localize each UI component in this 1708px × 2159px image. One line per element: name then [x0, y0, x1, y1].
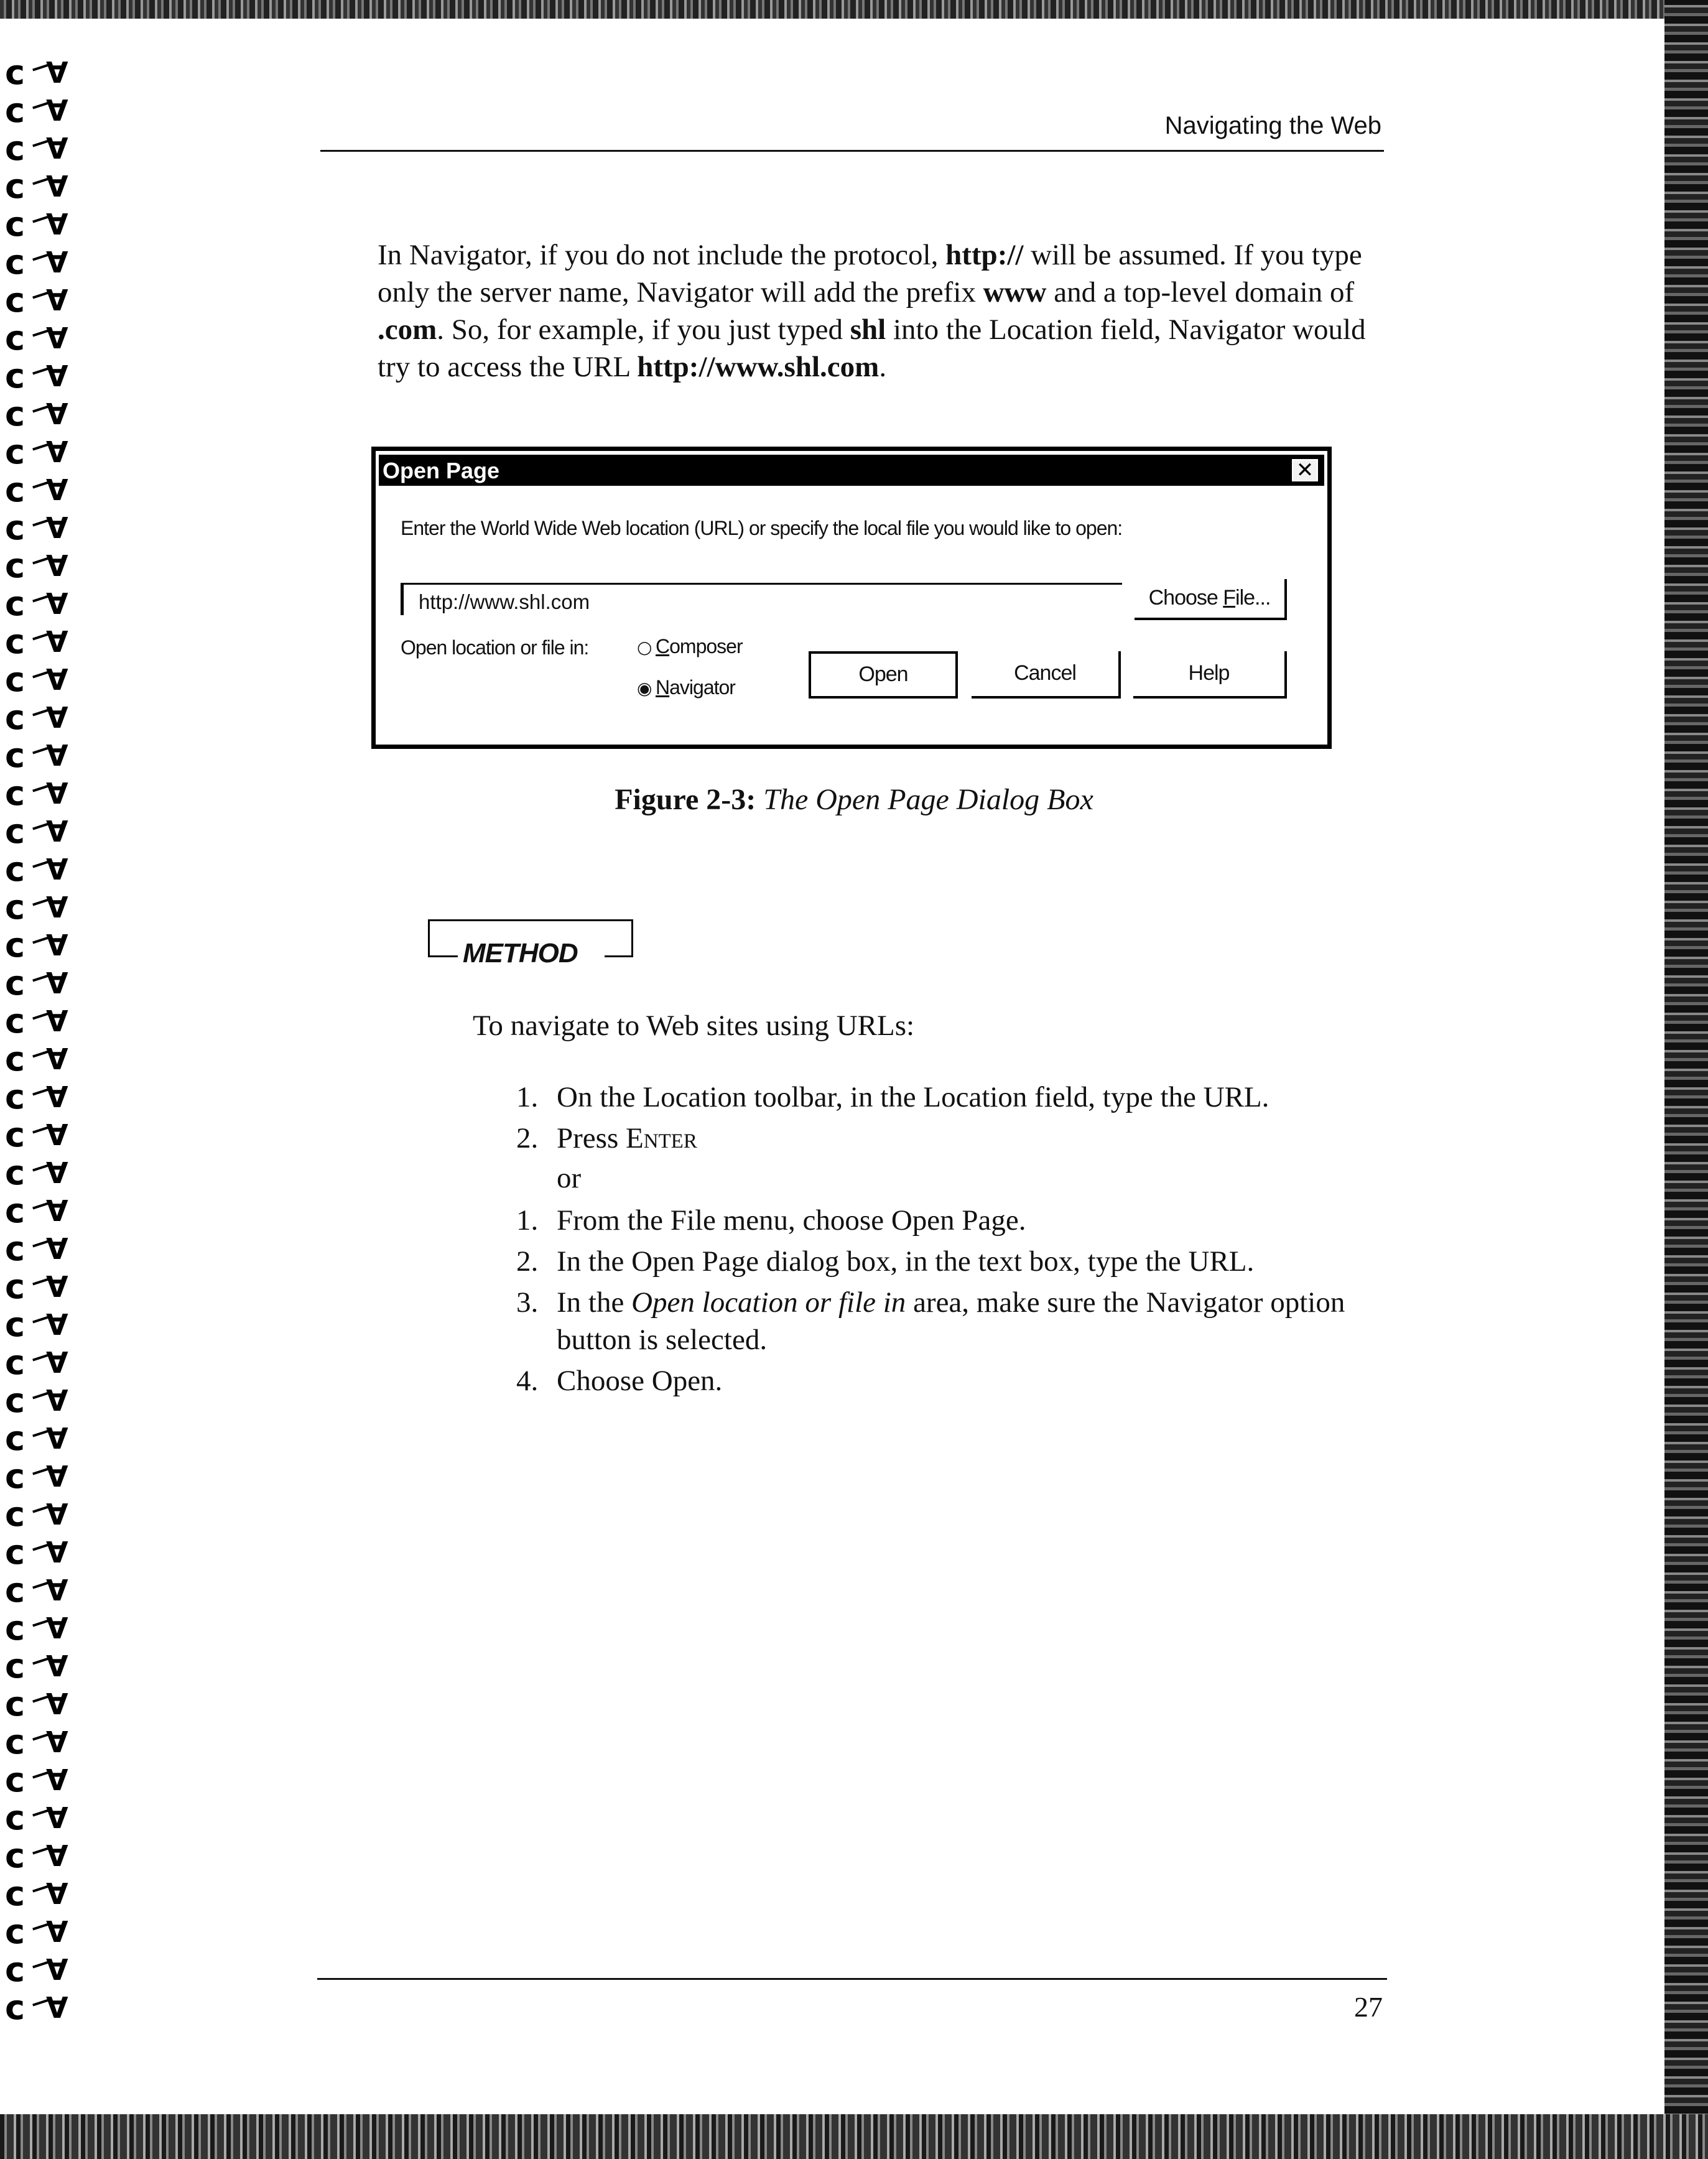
spiral-coil: c Ɐ — [5, 1760, 68, 1799]
list-item: 2. In the Open Page dialog box, in the text box, type the URL. — [516, 1245, 1255, 1278]
spiral-coil: c Ɐ — [5, 1533, 68, 1572]
method-intro: To navigate to Web sites using URLs: — [473, 1010, 915, 1042]
url-input-value: http://www.shl.com — [419, 590, 590, 613]
spiral-coil: c Ɐ — [5, 1609, 68, 1648]
spiral-coil: c Ɐ — [5, 1722, 68, 1762]
spiral-coil: c Ɐ — [5, 926, 68, 965]
scan-edge-bottom — [0, 2114, 1708, 2159]
figure-caption: Figure 2-3: The Open Page Dialog Box — [615, 783, 1093, 816]
header-rule — [320, 150, 1384, 152]
open-page-dialog — [371, 447, 1332, 749]
list-item: 4. Choose Open. — [516, 1365, 723, 1397]
help-button[interactable]: Help — [1133, 651, 1287, 699]
spiral-coil: c Ɐ — [5, 129, 68, 168]
spiral-coil: c Ɐ — [5, 205, 68, 244]
spiral-coil: c Ɐ — [5, 850, 68, 889]
spiral-coil: c Ɐ — [5, 1874, 68, 1913]
spiral-coil: c Ɐ — [5, 1912, 68, 1951]
spiral-coil: c Ɐ — [5, 91, 68, 130]
list-item: 3. In the Open location or file in area, make sure the Navigator option button is selected. — [516, 1286, 1345, 1356]
spiral-coil: c Ɐ — [5, 736, 68, 775]
spiral-coil: c Ɐ — [5, 622, 68, 661]
intro-paragraph: In Navigator, if you do not include the protocol, http:// will be assumed. If you type only the server name, Navigator will add the prefix www and a top-level domain of .com. So, for example, if you just typed shl into the Location field, Navigator would try to access the URL http://www.shl.com. — [378, 239, 1366, 383]
spiral-coil: c Ɐ — [5, 167, 68, 206]
list-item: 1. From the File menu, choose Open Page. — [516, 1204, 1026, 1237]
spiral-coil: c Ɐ — [5, 1381, 68, 1420]
spiral-coil: c Ɐ — [5, 243, 68, 282]
spiral-coil: c Ɐ — [5, 1115, 68, 1154]
spiral-coil: c Ɐ — [5, 1039, 68, 1079]
spiral-coil: c Ɐ — [5, 660, 68, 699]
spiral-coil: c Ɐ — [5, 1646, 68, 1686]
spiral-coil: c Ɐ — [5, 53, 68, 92]
spiral-coil: c Ɐ — [5, 318, 68, 358]
spiral-coil: c Ɐ — [5, 1419, 68, 1458]
or-separator: or — [557, 1162, 582, 1194]
spiral-coil: c Ɐ — [5, 1457, 68, 1496]
choose-file-button[interactable]: Choose File... — [1135, 579, 1287, 620]
url-input[interactable] — [401, 583, 1122, 615]
spiral-coil: c Ɐ — [5, 1229, 68, 1268]
dialog-prompt: Enter the World Wide Web location (URL) or specify the local file you would like to open: — [401, 517, 1123, 539]
spiral-coil: c Ɐ — [5, 1836, 68, 1875]
list-item: 2. Press Enter — [516, 1122, 697, 1154]
spiral-coil: c Ɐ — [5, 470, 68, 509]
close-icon[interactable]: ✕ — [1292, 459, 1318, 481]
spiral-coil: c Ɐ — [5, 1267, 68, 1306]
scan-edge-right — [1664, 0, 1708, 2159]
spiral-coil: c Ɐ — [5, 888, 68, 927]
spiral-coil: c Ɐ — [5, 1077, 68, 1117]
spiral-coil: c Ɐ — [5, 432, 68, 471]
open-button[interactable]: Open — [809, 651, 958, 699]
radio-selected-icon: ◉ — [637, 678, 652, 699]
spiral-coil: c Ɐ — [5, 963, 68, 1003]
spiral-coil: c Ɐ — [5, 1191, 68, 1230]
spiral-coil: c Ɐ — [5, 1495, 68, 1534]
spiral-coil: c Ɐ — [5, 1988, 68, 2027]
footer-rule — [317, 1978, 1387, 1980]
page-number: 27 — [1354, 1991, 1383, 2023]
spiral-coil: c Ɐ — [5, 1305, 68, 1344]
spiral-coil: c Ɐ — [5, 812, 68, 851]
cancel-button[interactable]: Cancel — [972, 651, 1121, 699]
spiral-coil: c Ɐ — [5, 394, 68, 434]
open-in-label: Open location or file in: — [401, 636, 589, 659]
radio-unselected-icon: ○ — [637, 637, 652, 657]
spiral-coil: c Ɐ — [5, 546, 68, 585]
method-label: METHOD — [463, 938, 578, 968]
spiral-coil: c Ɐ — [5, 1571, 68, 1610]
spiral-coil: c Ɐ — [5, 1001, 68, 1041]
spiral-coil: c Ɐ — [5, 1684, 68, 1724]
spiral-coil: c Ɐ — [5, 1153, 68, 1192]
spiral-coil: c Ɐ — [5, 508, 68, 547]
spiral-coil: c Ɐ — [5, 774, 68, 813]
spiral-coil: c Ɐ — [5, 698, 68, 737]
spiral-coil: c Ɐ — [5, 1798, 68, 1837]
method-steps — [516, 1079, 1387, 1403]
radio-composer[interactable]: ○ Composer — [637, 635, 743, 657]
spiral-binding — [0, 50, 81, 2027]
list-item: 1. On the Location toolbar, in the Location field, type the URL. — [516, 1081, 1269, 1113]
radio-navigator[interactable]: ◉ Navigator — [637, 676, 735, 699]
dialog-title: Open Page — [383, 458, 500, 483]
spiral-coil: c Ɐ — [5, 281, 68, 320]
spiral-coil: c Ɐ — [5, 356, 68, 396]
spiral-coil: c Ɐ — [5, 1343, 68, 1382]
spiral-coil: c Ɐ — [5, 1950, 68, 1989]
running-header: Navigating the Web — [1164, 112, 1381, 139]
spiral-coil: c Ɐ — [5, 584, 68, 623]
method-heading — [428, 919, 633, 969]
scan-edge-top — [0, 0, 1708, 19]
dialog-titlebar — [379, 455, 1324, 486]
